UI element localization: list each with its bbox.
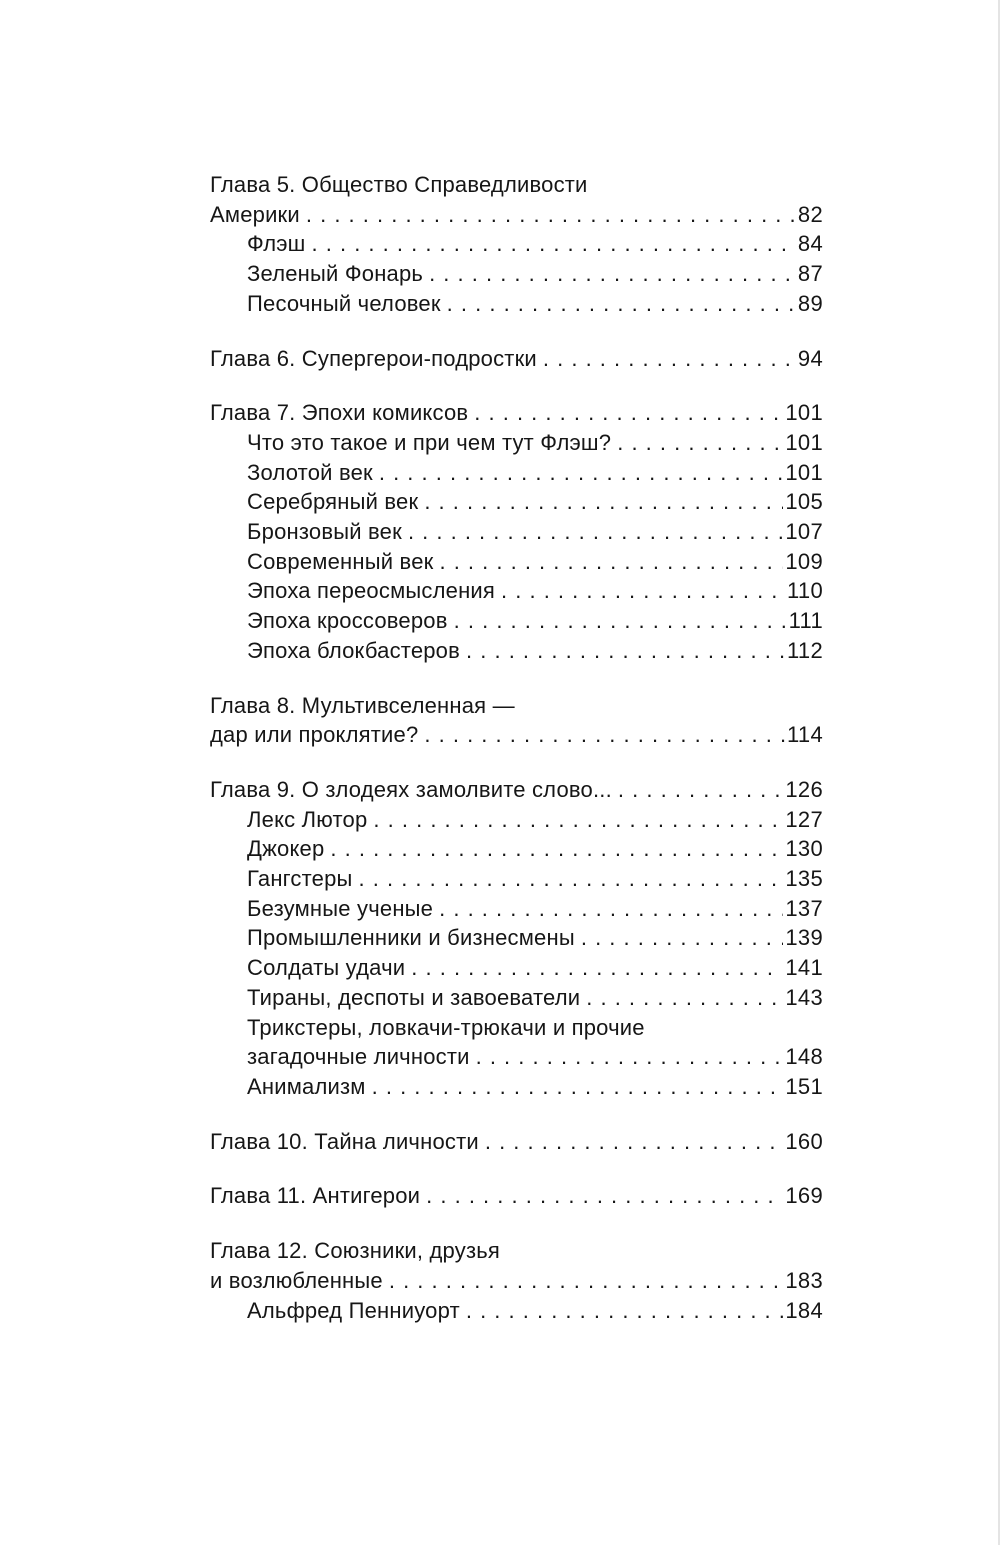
dot-leader bbox=[586, 983, 783, 1013]
dot-leader bbox=[306, 200, 796, 230]
toc-entry-text: Глава 10. Тайна личности bbox=[210, 1128, 479, 1154]
dot-leader bbox=[439, 547, 783, 577]
toc-line bbox=[210, 576, 823, 606]
dot-leader bbox=[618, 775, 783, 805]
toc-page-number: 109 bbox=[785, 548, 823, 574]
toc-page-number: 107 bbox=[785, 519, 823, 545]
toc-entry-text: Эпоха кроссоверов bbox=[247, 608, 448, 634]
toc-page-number: 139 bbox=[785, 925, 823, 951]
dot-leader bbox=[312, 229, 796, 259]
toc-line bbox=[210, 1127, 823, 1157]
toc-line bbox=[210, 1236, 823, 1266]
toc-page-number: 110 bbox=[787, 578, 823, 604]
dot-leader bbox=[474, 398, 783, 428]
toc-line bbox=[210, 636, 823, 666]
dot-leader bbox=[426, 1181, 783, 1211]
toc-entry-text: Глава 5. Общество Справедливости bbox=[210, 172, 588, 197]
toc-entry-text: Флэш bbox=[247, 231, 306, 257]
toc-entry-text: Глава 7. Эпохи комиксов bbox=[210, 400, 469, 426]
toc-page-number: 101 bbox=[785, 429, 823, 455]
toc-page-number: 183 bbox=[785, 1267, 823, 1293]
toc-page-number: 143 bbox=[785, 984, 823, 1010]
toc-page-number: 101 bbox=[785, 400, 823, 426]
toc-entry-text: Анимализм bbox=[247, 1073, 366, 1099]
toc-page-number: 87 bbox=[797, 261, 823, 287]
toc-line bbox=[210, 953, 823, 983]
toc-entry-text: Солдаты удачи bbox=[247, 955, 406, 981]
toc-page-number: 160 bbox=[785, 1128, 823, 1154]
toc-line bbox=[210, 229, 823, 259]
table-of-contents bbox=[210, 170, 823, 1325]
toc-page-number: 135 bbox=[785, 866, 823, 892]
toc-entry-text: и возлюбленные bbox=[210, 1267, 383, 1293]
dot-leader bbox=[373, 805, 783, 835]
toc-page-number: 82 bbox=[797, 201, 823, 227]
toc-line bbox=[210, 517, 823, 547]
toc-entry-text: Америки bbox=[210, 201, 300, 227]
toc-line bbox=[210, 1296, 823, 1326]
toc-page-number: 141 bbox=[785, 955, 823, 981]
toc-page-number: 112 bbox=[787, 637, 823, 663]
toc-entry-text: Промышленники и бизнесмены bbox=[247, 925, 575, 951]
toc-entry-text: Современный век bbox=[247, 548, 434, 574]
toc-page-number: 89 bbox=[797, 290, 823, 316]
dot-leader bbox=[408, 517, 783, 547]
dot-leader bbox=[466, 636, 785, 666]
toc-line bbox=[210, 259, 823, 289]
toc-line bbox=[210, 398, 823, 428]
toc-entry-text: Зеленый Фонарь bbox=[247, 261, 424, 287]
toc-page-number: 114 bbox=[787, 722, 823, 748]
toc-line bbox=[210, 200, 823, 230]
dot-leader bbox=[411, 953, 783, 983]
dot-leader bbox=[389, 1266, 784, 1296]
dot-leader bbox=[501, 576, 785, 606]
toc-page-number: 127 bbox=[785, 806, 823, 832]
toc-entry-text: Глава 11. Антигерои bbox=[210, 1183, 421, 1209]
dot-leader bbox=[454, 606, 787, 636]
toc-line bbox=[210, 834, 823, 864]
toc-page-number: 184 bbox=[785, 1297, 823, 1323]
toc-page-number: 101 bbox=[785, 459, 823, 485]
dot-leader bbox=[543, 344, 796, 374]
toc-entry-text: Глава 9. О злодеях замолвите слово... bbox=[210, 776, 612, 802]
toc-line bbox=[210, 289, 823, 319]
toc-entry-text: Гангстеры bbox=[247, 866, 353, 892]
dot-leader bbox=[424, 720, 785, 750]
toc-line bbox=[210, 775, 823, 805]
toc-page-number: 111 bbox=[788, 608, 823, 634]
toc-entry-text: Трикстеры, ловкачи-трюкачи и прочие bbox=[247, 1014, 645, 1040]
toc-line bbox=[210, 805, 823, 835]
toc-line bbox=[210, 1181, 823, 1211]
dot-leader bbox=[617, 428, 783, 458]
toc-entry-text: Безумные ученые bbox=[247, 895, 434, 921]
toc-line bbox=[210, 983, 823, 1013]
toc-entry-text: Эпоха блокбастеров bbox=[247, 637, 461, 663]
toc-entry-text: Тираны, деспоты и завоеватели bbox=[247, 984, 581, 1010]
toc-line bbox=[210, 894, 823, 924]
toc-line bbox=[210, 487, 823, 517]
toc-entry-text: Глава 12. Союзники, друзья bbox=[210, 1238, 501, 1264]
toc-page-number: 84 bbox=[797, 231, 823, 257]
toc-line bbox=[210, 344, 823, 374]
dot-leader bbox=[359, 864, 784, 894]
toc-line bbox=[210, 720, 823, 750]
toc-entry-text: Альфред Пенниуорт bbox=[247, 1297, 460, 1323]
toc-line bbox=[210, 691, 823, 721]
toc-page-number: 105 bbox=[785, 489, 823, 515]
dot-leader bbox=[447, 289, 796, 319]
toc-entry-text: Песочный человек bbox=[247, 290, 441, 316]
dot-leader bbox=[476, 1042, 784, 1072]
toc-page-number: 137 bbox=[785, 895, 823, 921]
toc-line bbox=[210, 428, 823, 458]
toc-entry-text: Что это такое и при чем тут Флэш? bbox=[247, 429, 612, 455]
toc-page-number: 94 bbox=[797, 345, 823, 371]
toc-line bbox=[210, 606, 823, 636]
dot-leader bbox=[581, 923, 784, 953]
toc-page-number: 148 bbox=[785, 1044, 823, 1070]
dot-leader bbox=[424, 487, 783, 517]
toc-entry-text: Серебряный век bbox=[247, 489, 419, 515]
toc-page-number: 126 bbox=[785, 776, 823, 802]
toc-entry-text: Джокер bbox=[247, 836, 325, 862]
toc-line bbox=[210, 864, 823, 894]
dot-leader bbox=[330, 834, 783, 864]
toc-entry-text: загадочные личности bbox=[247, 1044, 470, 1070]
toc-entry-text: Лекс Лютор bbox=[247, 806, 368, 832]
toc-page-number: 169 bbox=[785, 1183, 823, 1209]
dot-leader bbox=[372, 1072, 784, 1102]
toc-entry-text: Бронзовый век bbox=[247, 519, 402, 545]
toc-line bbox=[210, 1013, 823, 1043]
toc-line bbox=[210, 547, 823, 577]
toc-line bbox=[210, 1042, 823, 1072]
toc-line bbox=[210, 1072, 823, 1102]
toc-page-number: 130 bbox=[785, 836, 823, 862]
dot-leader bbox=[379, 458, 784, 488]
toc-entry-text: дар или проклятие? bbox=[210, 722, 419, 748]
dot-leader bbox=[485, 1127, 784, 1157]
dot-leader bbox=[429, 259, 796, 289]
toc-line bbox=[210, 170, 823, 200]
toc-line bbox=[210, 458, 823, 488]
toc-entry-text: Глава 8. Мультивселенная — bbox=[210, 692, 515, 718]
toc-line bbox=[210, 1266, 823, 1296]
toc-entry-text: Золотой век bbox=[247, 459, 373, 485]
dot-leader bbox=[439, 894, 783, 924]
toc-page-number: 151 bbox=[785, 1073, 823, 1099]
dot-leader bbox=[466, 1296, 784, 1326]
toc-entry-text: Эпоха переосмысления bbox=[247, 578, 496, 604]
toc-line bbox=[210, 923, 823, 953]
toc-entry-text: Глава 6. Супергерои-подростки bbox=[210, 345, 537, 371]
